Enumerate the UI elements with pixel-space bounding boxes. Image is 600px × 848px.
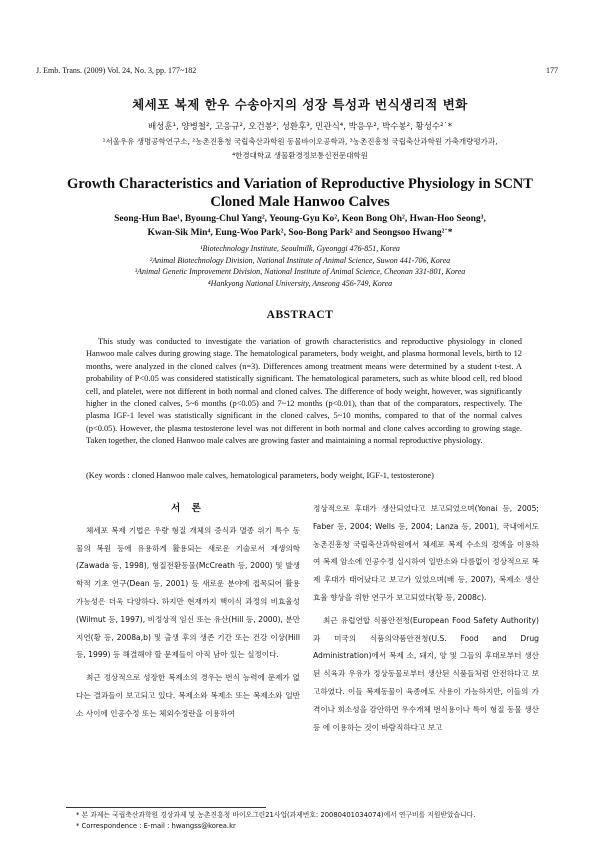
footnote-divider	[66, 807, 266, 808]
intro-paragraph: 체세포 복제 기법은 우량 형질 개체의 증식과 멸종 위기 특수 동물의 복원 등에 유용하게 활용되는 새로운 기술로서 재생의학(Zawada 등, 1998), 형질전환동물(McCreath 등, 2000) 및 발생학적 기초 연구(Dean 등, 2001) 등 새로운 분야에 접목되어 활용 가능성은 더욱 다양하다. 하지만 현재까지 핵이식 과정의 비효율성(Wilmut 등, 1997), 비정상적 임신 또는 유산(Hill 등, 2000), 분만 지연(황 등, 2008a,b) 및 출생 후의 생존 기간 또는 건강 이상(Hill 등, 1999) 등 해결해야 할 문제들이 아직 남아 있는 실정이다.	[76, 525, 300, 660]
english-title-line-2: Cloned Male Hanwoo Calves	[210, 194, 390, 210]
section-heading-introduction: 서 론	[171, 503, 205, 514]
korean-title: 체세포 복제 한우 수송아지의 성장 특성과 번식생리적 변화	[132, 97, 468, 112]
english-title	[40, 175, 560, 211]
affiliation-4: ⁴Hankyong National University, Anseong 456-749, Korea	[207, 278, 393, 288]
korean-affiliation-2: ⁴한경대학교 생물환경정보통신전문대학원	[232, 151, 368, 160]
affiliation-3: ³Animal Genetic Improvement Division, National Institute of Animal Science, Cheonan 331-801, Korea	[134, 267, 466, 276]
journal-citation: J. Emb. Trans. (2009) Vol. 24, No. 3, pp. 177~182	[36, 66, 197, 75]
keywords: (Key words : cloned Hanwoo male calves, hematological parameters, body weight, IGF-1, testosterone)	[86, 471, 434, 480]
page-number: 177	[546, 66, 558, 75]
intro-left-column	[76, 500, 300, 728]
abstract-heading: ABSTRACT	[266, 309, 334, 321]
english-authors	[60, 212, 540, 240]
affiliation-1: ¹Biotechnology Institute, Seoulmilk, Gyeonggi 476-851, Korea	[200, 244, 400, 253]
english-authors-line-2: Kwan-Sik Min⁴, Eung-Woo Park², Soo-Bong Park² and Seongsoo Hwang²˙*	[147, 228, 453, 238]
correspondence-footnote: * Correspondence : E-mail : hwangss@korea.kr	[76, 822, 236, 830]
abstract-body: This study was conducted to investigate the variation of growth characteristics and reproductive physiology in cloned Hanwoo male calves during growing stage. The hematological parameters, body weight, and plasma hormonal levels, birth to 12 months, were analyzed in the cloned calves (n=3). Differences among treatment means were determined by a student t-test. A probability of P<0.05 was considered statistically significant. The hematological parameters, such as white blood cell, red blood cell, and platelet, were not different in both normal and cloned calves. The difference of body weight, however, was significantly higher in the cloned calves, 5~6 months (p<0.05) and 7~12 months (p<0.01), than that of the comparators, respectively. The plasma IGF-1 level was statistically significant in the cloned calves, 5~10 months, compared to that of the normal calves (p<0.05). However, the plasma testosterone level was not different in both normal and clone calves according to growing stage. Taken together, the cloned Hanwoo male calves are growing faster and maintaining a normal reproductive physiology.	[86, 337, 522, 446]
english-affiliations	[40, 243, 560, 289]
intro-right-column	[313, 500, 539, 741]
funding-footnote: * 본 과제는 국립축산과학원 경상과제 및 농촌진흥청 바이오그린21사업(과제번호: 20080401034074)에서 연구비를 지원받았습니다.	[76, 811, 476, 819]
intro-paragraph: 최근 정상적으로 성장한 복제소의 경우는 번식 능력에 문제가 없다는 결과들이 보고되고 있다. 복제소와 복제소 또는 복제소와 일반소 사이에 인공수정 또는 체외수정란을 이용하여	[76, 673, 300, 718]
footnotes	[76, 810, 546, 832]
intro-paragraph: 최근 유럽연합 식품안전청(European Food Safety Authority)과 미국의 식품의약품안전청(U.S. Food and Drug Administration)에서 복제 소, 돼지, 양 및 그들의 후대로부터 생산된 식육과 우유가 정상동물로부터 생산된 식품들처럼 안전하다고 보고하였다. 이들 복제동물이 육종에도 사용이 가능하지만, 이들의 가격이나 희소성을 감안하면 우수개체 번식용이나 특이 형질 동물 생산 등 에 이용하는 것이 바람직하다고 보고	[313, 615, 539, 732]
english-title-line-1: Growth Characteristics and Variation of Reproductive Physiology in SCNT	[67, 176, 533, 192]
english-authors-line-1: Seong-Hun Bae¹, Byoung-Chul Yang², Yeoung-Gyu Ko², Keon Bong Oh², Hwan-Hoo Seong³,	[114, 214, 486, 224]
intro-paragraph: 정상적으로 후대가 생산되었다고 보고되었으며(Yonai 등, 2005; Faber 등, 2004; Wells 등, 2004; Lanza 등, 2001), 국내에서도 농촌진흥청 국립축산과학원에서 체세포 복제 수소의 정액을 이용하여 복제 암소에 인공수정 실시하여 일반소와 다름없이 정상적으로 복제 후대가 태어났다고 보고가 있었으며(배 등, 2007), 복제소 생산 효율 향상을 위한 연구가 보고되었다(황 등, 2008c).	[313, 504, 539, 602]
affiliation-2: ²Animal Biotechnology Division, National Institute of Animal Science, Suwon 441-706, Korea	[149, 255, 451, 265]
korean-affiliation-1: ¹서울우유 생명공학연구소, ²농촌진흥청 국립축산과학원 동물바이오공학과, ³농촌진흥청 국립축산과학원 가축개량평가과,	[102, 137, 498, 146]
korean-authors: 배성훈¹, 양병철², 고응규², 오건봉², 성환후³, 민관식⁴, 박응우², 박수봉², 황성수²˙*	[147, 122, 453, 132]
